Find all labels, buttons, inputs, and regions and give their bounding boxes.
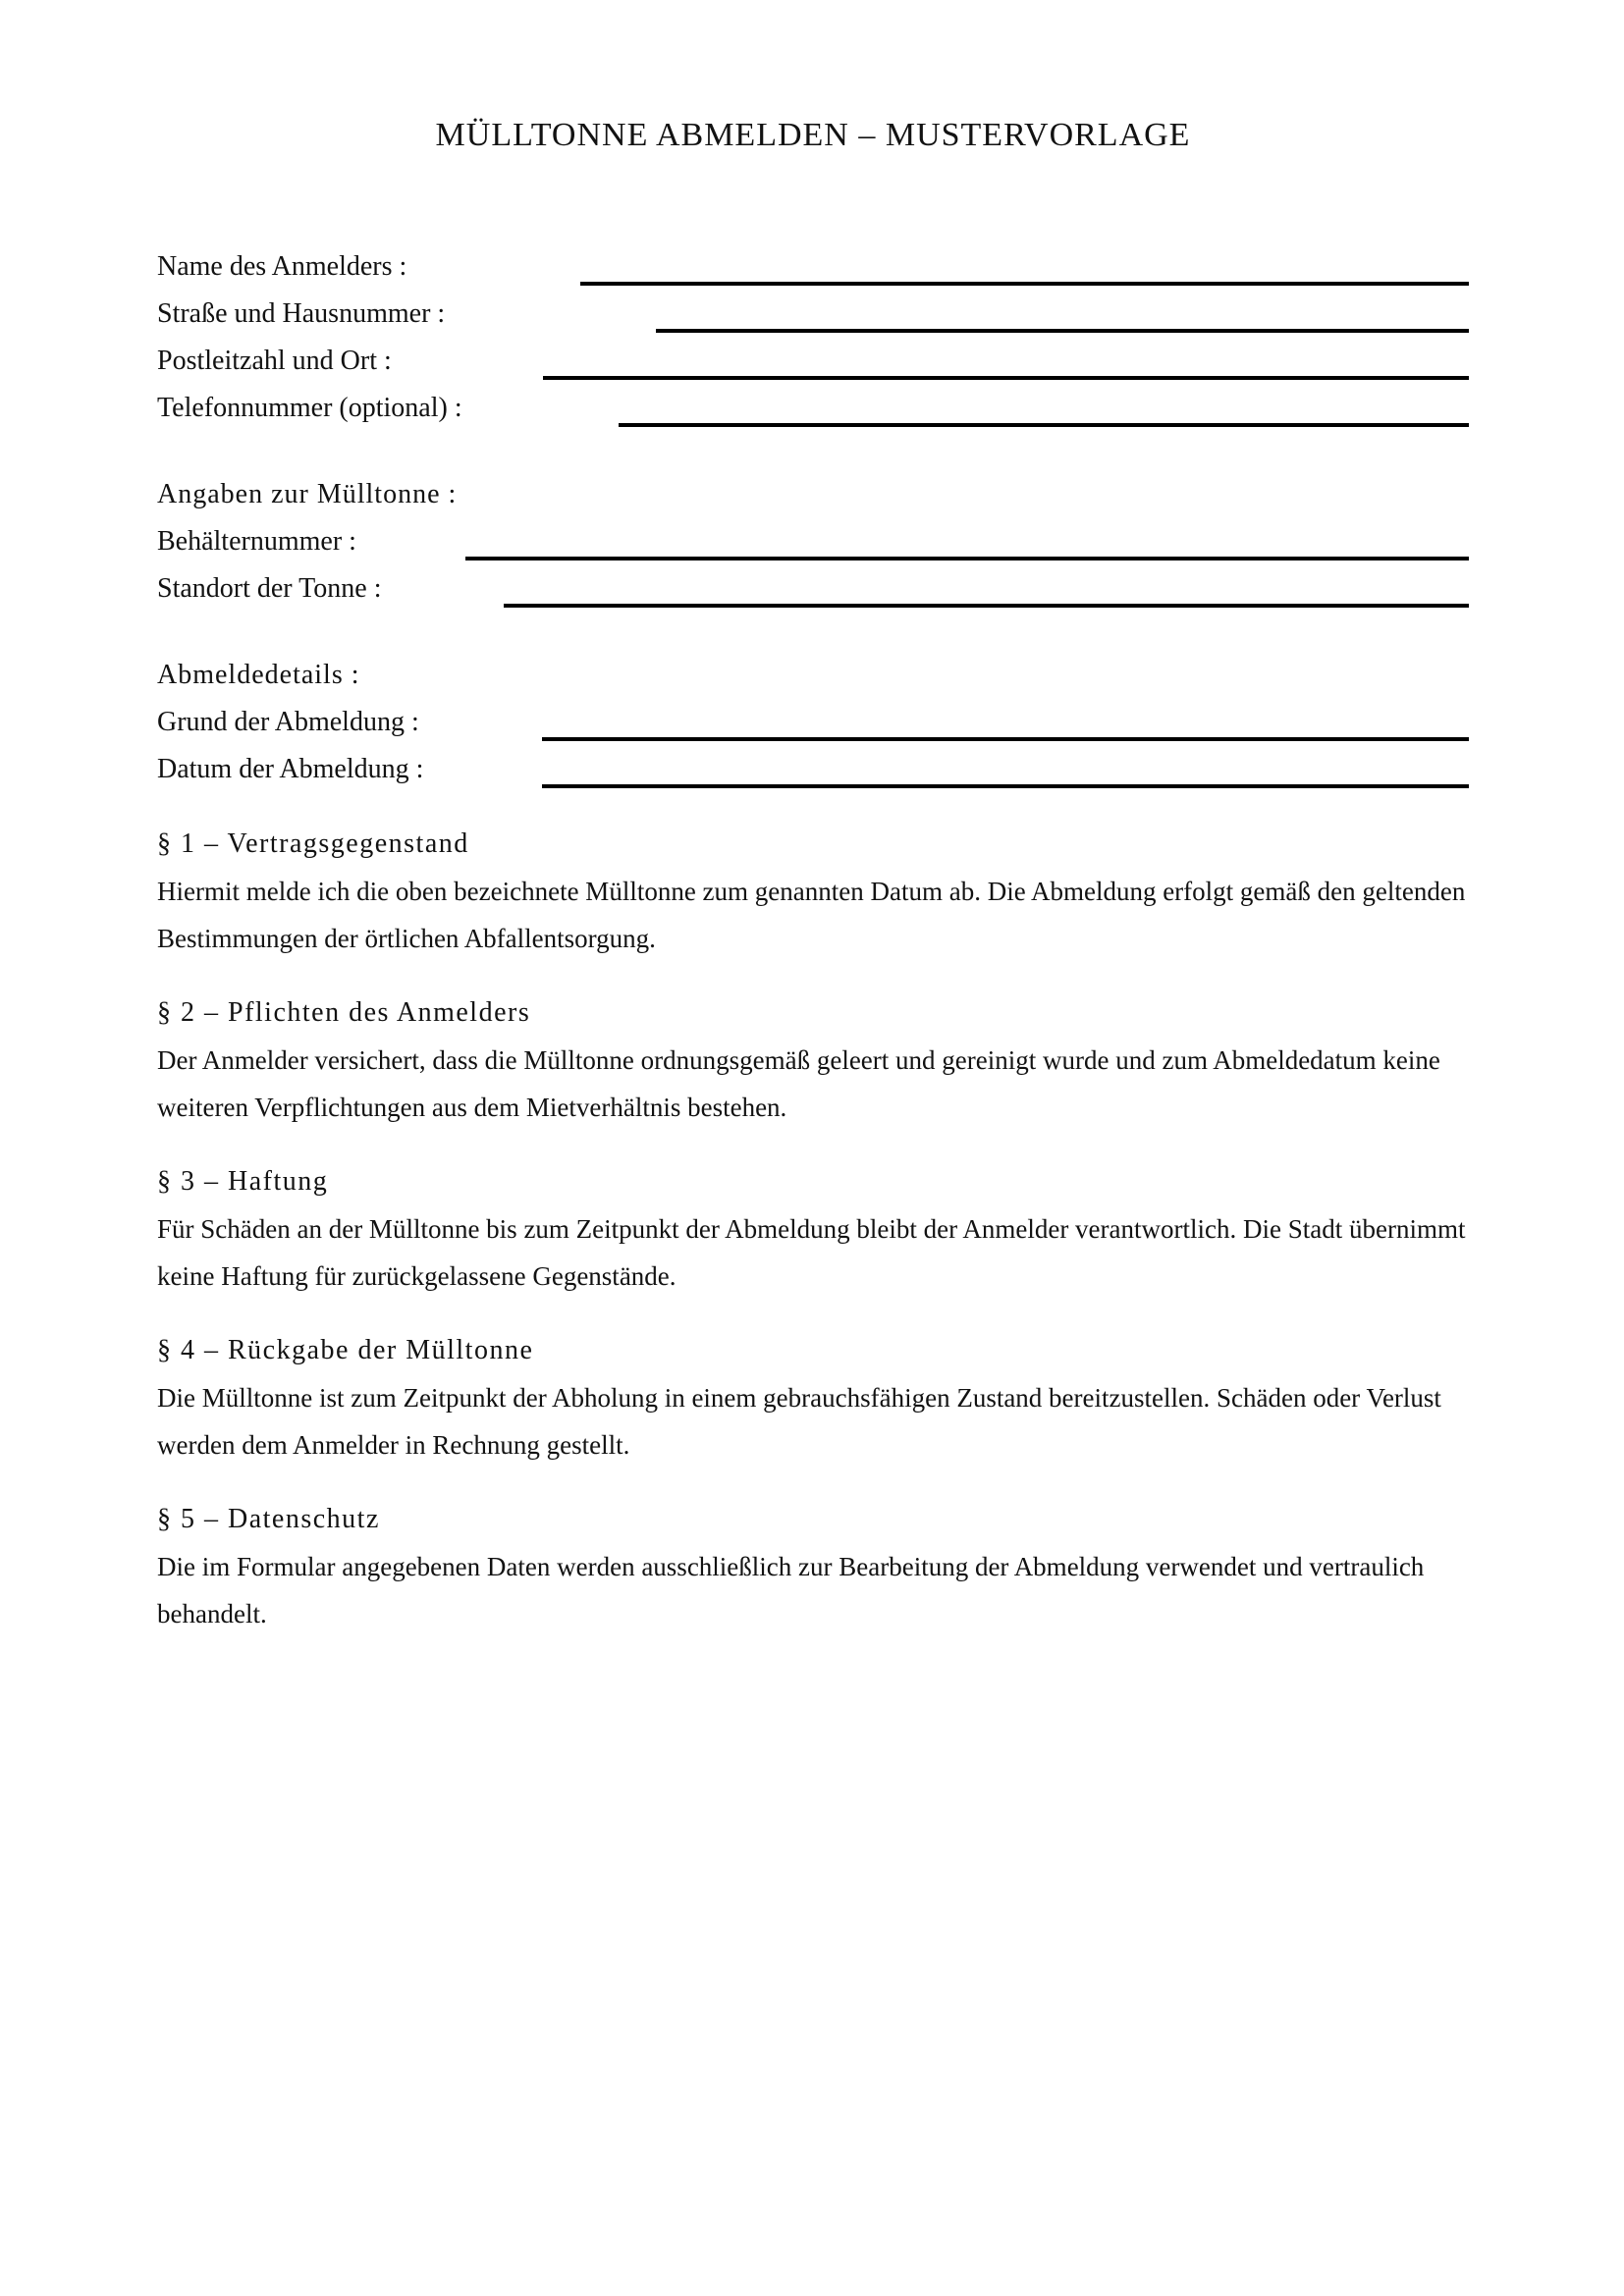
field-line-bin-location xyxy=(504,604,1469,608)
section-2-paragraph: Der Anmelder versichert, dass die Mülltonne ordnungsgemäß geleert und gereinigt wurde und zum Abmeldedatum keine weiteren Verpflichtungen aus dem Mietverhältnis bestehen. xyxy=(157,1045,1440,1122)
field-line-zip-city xyxy=(543,376,1469,380)
field-row-bin-location xyxy=(157,565,1469,613)
field-label-date: Datum der Abmeldung : xyxy=(157,754,424,784)
field-row-container-number xyxy=(157,518,1469,565)
section-3 xyxy=(157,1158,1469,1300)
section-5 xyxy=(157,1496,1469,1637)
section-1-heading: § 1 – Vertragsgegenstand xyxy=(157,828,469,859)
field-line-container-number xyxy=(465,557,1469,561)
field-label-street: Straße und Hausnummer : xyxy=(157,298,446,329)
field-row-phone xyxy=(157,385,1469,432)
field-line-reason xyxy=(542,737,1469,741)
field-label-reason: Grund der Abmeldung : xyxy=(157,707,419,737)
field-line-street xyxy=(656,329,1469,333)
form-block xyxy=(157,243,1469,793)
field-label-phone: Telefonnummer (optional) : xyxy=(157,393,462,423)
group-heading-deregistration-details: Abmeldedetails : xyxy=(157,660,360,690)
field-row-name xyxy=(157,243,1469,291)
group-heading-bin-info: Angaben zur Mülltonne : xyxy=(157,479,458,509)
section-4-paragraph: Die Mülltonne ist zum Zeitpunkt der Abholung in einem gebrauchsfähigen Zustand bereitzustellen. Schäden oder Verlust werden dem Anmelder in Rechnung gestellt. xyxy=(157,1383,1441,1460)
section-2 xyxy=(157,989,1469,1131)
field-line-phone xyxy=(619,423,1469,427)
page-title: MÜLLTONNE ABMELDEN – MUSTERVORLAGE xyxy=(435,117,1191,153)
section-2-heading: § 2 – Pflichten des Anmelders xyxy=(157,997,531,1028)
field-row-zip-city xyxy=(157,338,1469,385)
field-label-name: Name des Anmelders : xyxy=(157,251,407,282)
field-row-street xyxy=(157,291,1469,338)
field-label-zip-city: Postleitzahl und Ort : xyxy=(157,346,392,376)
section-4-heading: § 4 – Rückgabe der Mülltonne xyxy=(157,1335,534,1365)
section-3-paragraph: Für Schäden an der Mülltonne bis zum Zeitpunkt der Abmeldung bleibt der Anmelder verantwortlich. Die Stadt übernimmt keine Haftung für zurückgelassene Gegenstände. xyxy=(157,1214,1466,1291)
field-row-reason xyxy=(157,699,1469,746)
section-3-heading: § 3 – Haftung xyxy=(157,1166,329,1197)
field-row-date xyxy=(157,746,1469,793)
field-line-name xyxy=(580,282,1469,286)
field-label-container-number: Behälternummer : xyxy=(157,526,356,557)
section-1 xyxy=(157,821,1469,962)
section-5-paragraph: Die im Formular angegebenen Daten werden ausschließlich zur Bearbeitung der Abmeldung verwendet und vertraulich behandelt. xyxy=(157,1552,1425,1629)
field-label-bin-location: Standort der Tonne : xyxy=(157,573,382,604)
field-line-date xyxy=(542,784,1469,788)
section-4 xyxy=(157,1327,1469,1468)
section-1-paragraph: Hiermit melde ich die oben bezeichnete Mülltonne zum genannten Datum ab. Die Abmeldung erfolgt gemäß den geltenden Bestimmungen der örtlichen Abfallentsorgung. xyxy=(157,877,1466,953)
section-5-heading: § 5 – Datenschutz xyxy=(157,1504,380,1534)
